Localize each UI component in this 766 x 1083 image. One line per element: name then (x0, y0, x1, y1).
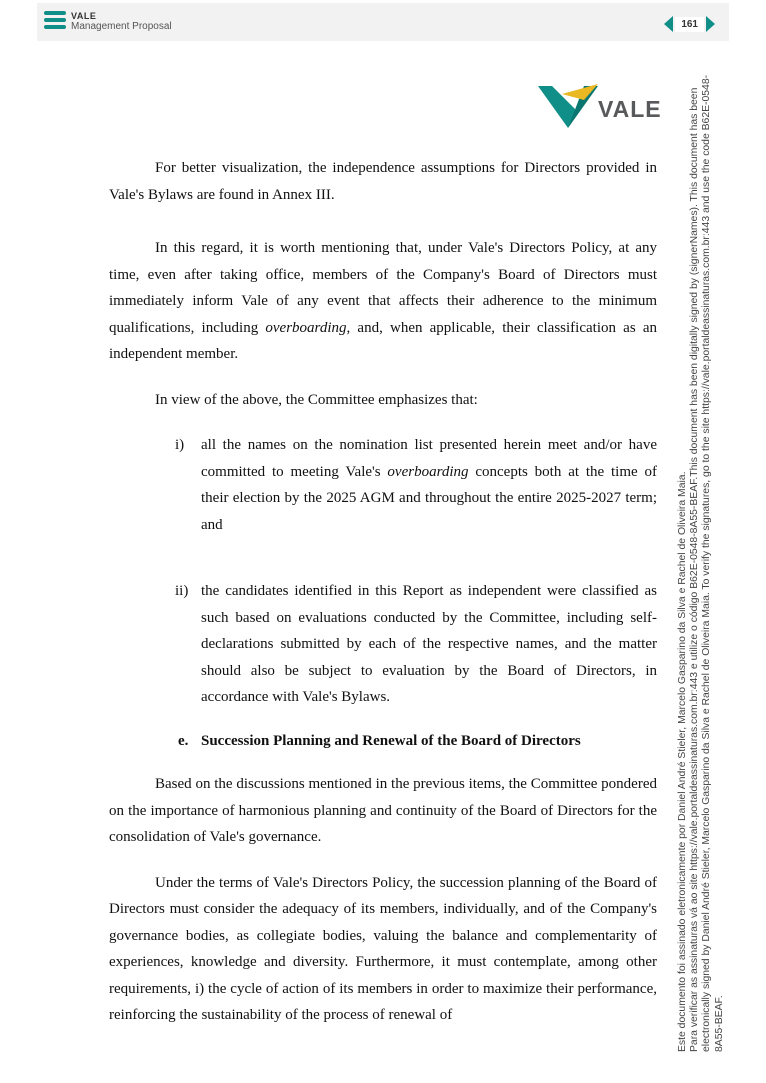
signature-line: electronically signed by Daniel André Stieler, Marcelo Gasparino da Silva e Rachel de Oliveira Maia. To verify the signatures, go to the site https://vale.portaldeassinaturas.com.br:443 and use the code B62E-0548- (701, 74, 713, 1052)
signature-line: Para verificar as assinaturas vá ao site https://vale.portaldeassinaturas.com.br:443 e utilize o código B62E-0548-8A55-BEAF.This document has been digitally signed by (signerNames). This document has been (689, 87, 701, 1052)
paragraph-annex: For better visualization, the independence assumptions for Directors provided in Vale's Bylaws are found in Annex III. (109, 160, 657, 203)
list-marker: i) (175, 437, 185, 453)
emphasis-overboarding: overboarding (265, 319, 347, 336)
paragraph-text: , and, when applicable, their classification as an independent member. (109, 319, 657, 362)
previous-page-icon[interactable] (664, 16, 673, 32)
list-item-text: all the names on the nomination list presented herein meet and/or have committed to meeting Vale's (201, 437, 657, 480)
page-number: 161 (675, 17, 704, 32)
paragraph-directors-policy (109, 235, 657, 368)
section-heading (109, 728, 657, 755)
list-item-text: the candidates identified in this Report as independent were classified as such based on evaluations conducted by the Committee, including self-declarations submitted by each of the respective names, and the matter should also be subject to evaluation by the Board of Directors, in accordance with Vale's Bylaws. (201, 583, 657, 705)
paragraph-succession: Based on the discussions mentioned in the previous items, the Committee pondered on the importance of harmonious planning and continuity of the Board of Directors for the consolidation of Vale's governance. (109, 776, 657, 845)
signature-line: Este documento foi assinado eletronicamente por Daniel André Stieler, Marcelo Gasparino da Silva e Rachel de Oliveira Maia. (677, 471, 688, 1052)
paragraph-directors-policy-succession: Under the terms of Vale's Directors Policy, the succession planning of the Board of Directors must consider the adequacy of its members, individually, and of the Company's governance bodies, as collegiate bodies, valuing the balance and complementarity of experiences, knowledge and diversity. Furthermore, it must contemplate, among other requirements, i) the cycle of action of its members in order to maximize their performance, reinforcing the sustainability of the process of renewal of (109, 874, 657, 1023)
digital-signature-notice (677, 74, 726, 1052)
signature-line: 8A55-BEAF. (713, 995, 725, 1052)
vale-logo-mark-icon (538, 82, 600, 132)
header-brand (71, 11, 172, 33)
list-marker: ii) (175, 583, 189, 599)
header-bar (37, 3, 729, 41)
logo-wordmark: VALE (598, 96, 662, 122)
heading-marker: e. (178, 732, 189, 749)
menu-icon[interactable] (44, 11, 66, 29)
document-body (109, 155, 657, 1029)
paragraph-committee-emphasis: In view of the above, the Committee emphasizes that: (155, 391, 478, 408)
list-item-text: concepts both at the time of their election by the 2025 AGM and throughout the entire 2025-2027 term; and (201, 463, 658, 533)
next-page-icon[interactable] (706, 16, 715, 32)
paragraph-text: In this regard, it is worth mentioning that, under Vale's Directors Policy, at any time, even after taking office, members of the Company's Board of Directors must immediately inform Vale of any event that affects their adherence to the minimum qualifications, including (109, 240, 657, 336)
list-item-1 (109, 432, 657, 538)
page-navigator (664, 15, 715, 33)
heading-text: Succession Planning and Renewal of the Board of Directors (201, 732, 581, 749)
brand-name: VALE (71, 11, 97, 21)
document-subtitle: Management Proposal (71, 21, 172, 32)
vale-logo (538, 82, 662, 132)
list-item-2 (109, 578, 657, 711)
emphasis-overboarding: overboarding (387, 463, 469, 480)
